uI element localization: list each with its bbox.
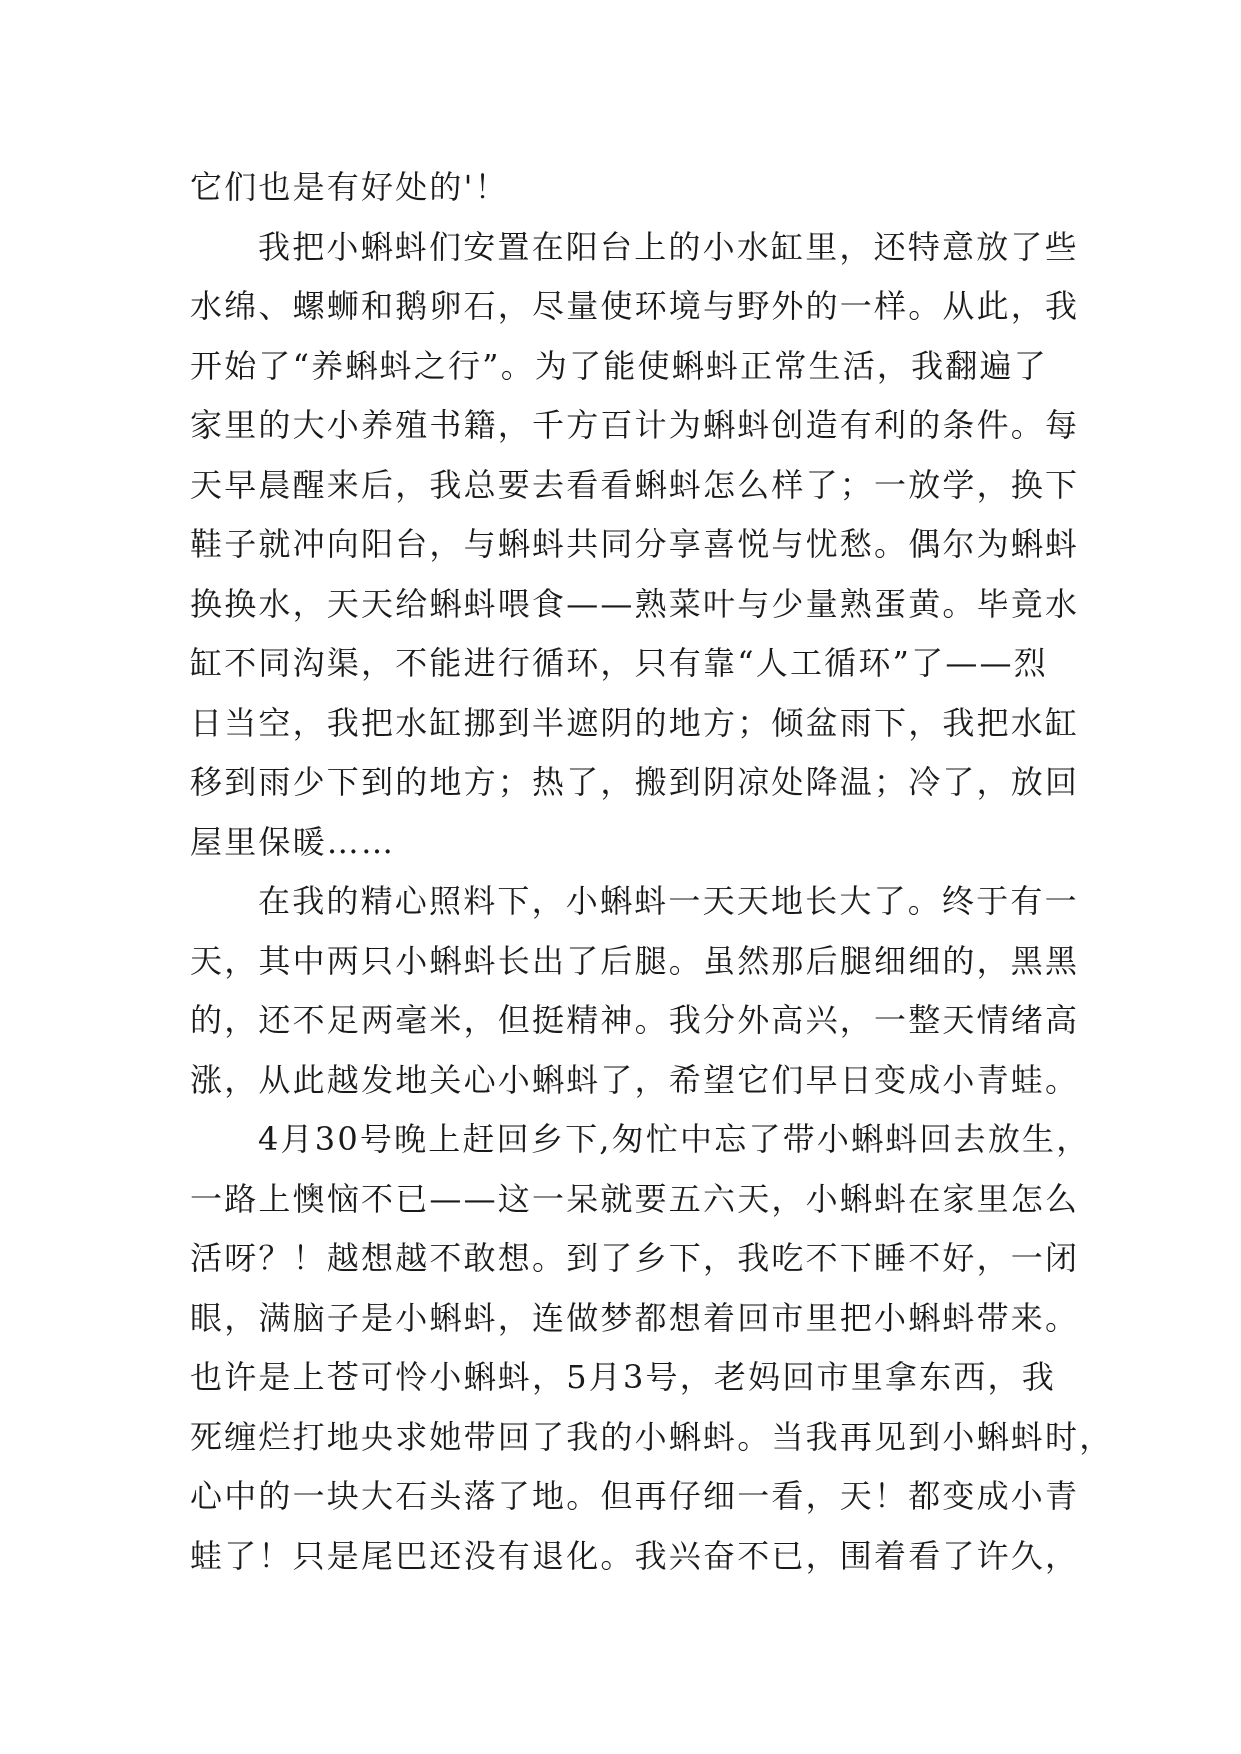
text-line: 的，还不足两毫米，但挺精神。我分外高兴，一整天情绪高	[190, 1001, 1080, 1039]
text-line: 天早晨醒来后，我总要去看看蝌蚪怎么样了；一放学，换下	[190, 465, 1080, 504]
text-line: 一路上懊恼不已——这一呆就要五六天，小蝌蚪在家里怎么	[190, 1179, 1080, 1218]
text-line: 开始了“养蝌蚪之行”。为了能使蝌蚪正常生活，我翻遍了	[190, 346, 1048, 385]
document-body	[190, 158, 1114, 1586]
text-line: 死缠烂打地央求她带回了我的小蝌蚪。当我再见到小蝌蚪时，	[190, 1417, 1114, 1456]
paragraph-start-line: 4月30号晚上赶回乡下,匆忙中忘了带小蝌蚪回去放生，	[258, 1120, 1091, 1158]
text-line: 换换水，天天给蝌蚪喂食——熟菜叶与少量熟蛋黄。毕竟水	[190, 584, 1080, 623]
text-line: 鞋子就冲向阳台，与蝌蚪共同分享喜悦与忧愁。偶尔为蝌蚪	[190, 525, 1080, 563]
text-line: 水绵、螺蛳和鹅卵石，尽量使环境与野外的一样。从此，我	[190, 287, 1080, 325]
text-line: 它们也是有好处的'！	[190, 168, 509, 206]
paragraph-start-line: 在我的精心照料下，小蝌蚪一天天地长大了。终于有一	[258, 882, 1079, 920]
text-line: 移到雨少下到的地方；热了，搬到阴凉处降温；冷了，放回	[190, 763, 1080, 801]
text-line: 缸不同沟渠，不能进行循环，只有靠“人工循环”了——烈	[190, 644, 1048, 682]
text-line: 天，其中两只小蝌蚪长出了后腿。虽然那后腿细细的，黑黑	[190, 941, 1080, 980]
text-line: 眼，满脑子是小蝌蚪，连做梦都想着回市里把小蝌蚪带来。	[190, 1298, 1080, 1337]
text-line: 也许是上苍可怜小蝌蚪，5月3号，老妈回市里拿东西，我	[190, 1358, 1056, 1396]
text-line: 活呀？！越想越不敢想。到了乡下，我吃不下睡不好，一闭	[190, 1239, 1080, 1277]
text-line: 蛙了！只是尾巴还没有退化。我兴奋不已，围着看了许久，	[190, 1536, 1080, 1575]
text-line: 涨，从此越发地关心小蝌蚪了，希望它们早日变成小青蛙。	[190, 1060, 1080, 1099]
paragraph-start-line: 我把小蝌蚪们安置在阳台上的小水缸里，还特意放了些	[258, 227, 1079, 266]
text-line: 日当空，我把水缸挪到半遮阴的地方；倾盆雨下，我把水缸	[190, 703, 1080, 742]
text-line: 家里的大小养殖书籍，千方百计为蝌蚪创造有利的条件。每	[190, 406, 1080, 444]
text-line: 屋里保暖……	[190, 822, 396, 861]
text-line: 心中的一块大石头落了地。但再仔细一看，天！都变成小青	[190, 1477, 1080, 1515]
